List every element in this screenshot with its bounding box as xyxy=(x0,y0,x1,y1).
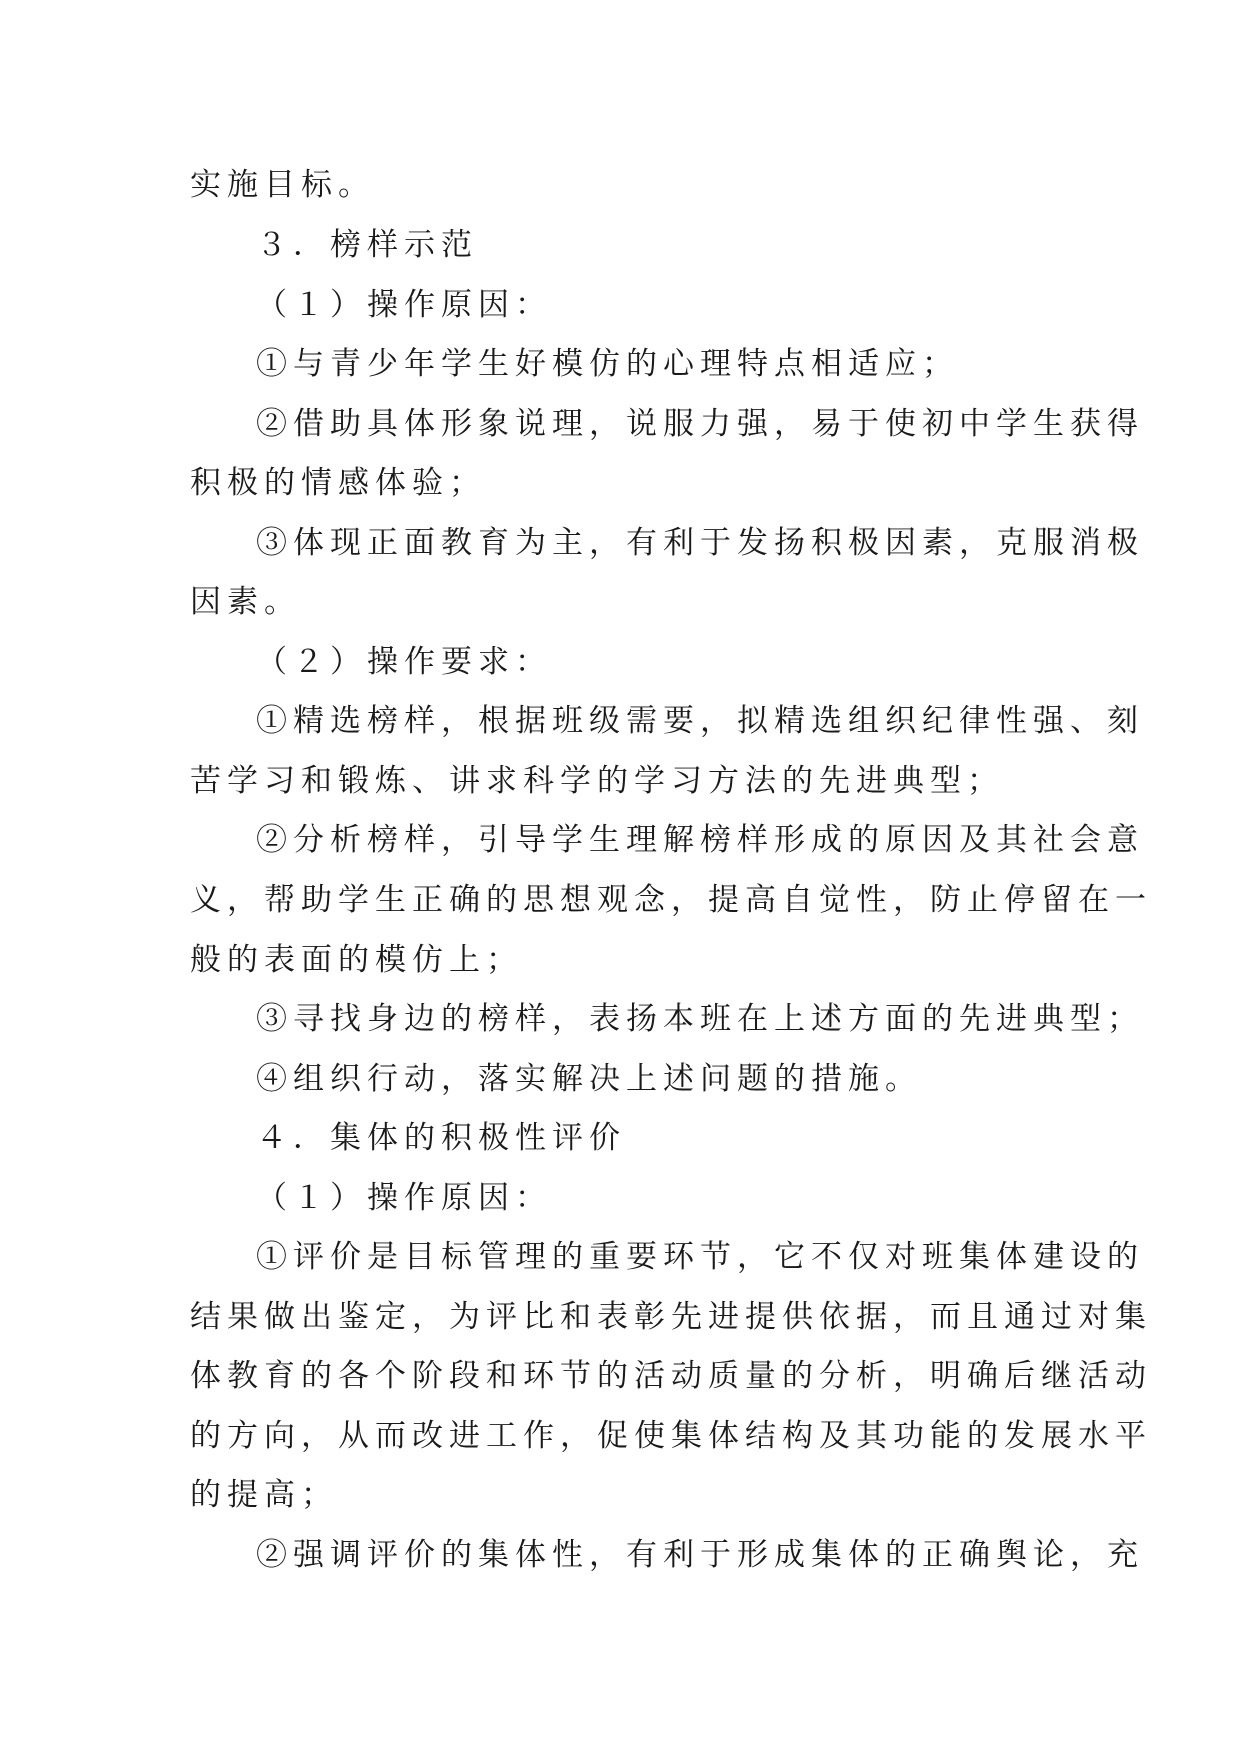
list-item-continuation: 苦学习和锻炼、讲求科学的学习方法的先进典型； xyxy=(190,763,1004,799)
list-item-continuation: 积极的情感体验； xyxy=(190,465,486,501)
section-heading-3: ３．榜样示范 xyxy=(256,227,478,263)
subheading-reasons: （１）操作原因： xyxy=(256,287,552,323)
list-item: ①评价是目标管理的重要环节，它不仅对班集体建设的 xyxy=(256,1239,1144,1275)
list-item: ④组织行动，落实解决上述问题的措施。 xyxy=(256,1061,922,1097)
list-item-continuation: 的方向，从而改进工作，促使集体结构及其功能的发展水平 xyxy=(190,1418,1152,1454)
list-item: ②借助具体形象说理，说服力强，易于使初中学生获得 xyxy=(256,406,1144,442)
list-item: ③寻找身边的榜样，表扬本班在上述方面的先进典型； xyxy=(256,1001,1144,1037)
list-item: ②分析榜样，引导学生理解榜样形成的原因及其社会意 xyxy=(256,822,1144,858)
subheading-requirements: （２）操作要求： xyxy=(256,644,552,680)
text-line-continuation: 实施目标。 xyxy=(190,167,375,203)
list-item-continuation: 体教育的各个阶段和环节的活动质量的分析，明确后继活动 xyxy=(190,1358,1152,1394)
subheading-reasons: （１）操作原因： xyxy=(256,1180,552,1216)
list-item-continuation: 义，帮助学生正确的思想观念，提高自觉性，防止停留在一 xyxy=(190,882,1152,918)
list-item: ③体现正面教育为主，有利于发扬积极因素，克服消极 xyxy=(256,525,1144,561)
list-item: ①与青少年学生好模仿的心理特点相适应； xyxy=(256,346,959,382)
list-item: ②强调评价的集体性，有利于形成集体的正确舆论，充 xyxy=(256,1537,1144,1573)
list-item: ①精选榜样，根据班级需要，拟精选组织纪律性强、刻 xyxy=(256,703,1144,739)
section-heading-4: ４．集体的积极性评价 xyxy=(256,1120,626,1156)
list-item-continuation: 般的表面的模仿上； xyxy=(190,942,523,978)
list-item-continuation: 因素。 xyxy=(190,584,301,620)
list-item-continuation: 的提高； xyxy=(190,1477,338,1513)
list-item-continuation: 结果做出鉴定，为评比和表彰先进提供依据，而且通过对集 xyxy=(190,1299,1152,1335)
